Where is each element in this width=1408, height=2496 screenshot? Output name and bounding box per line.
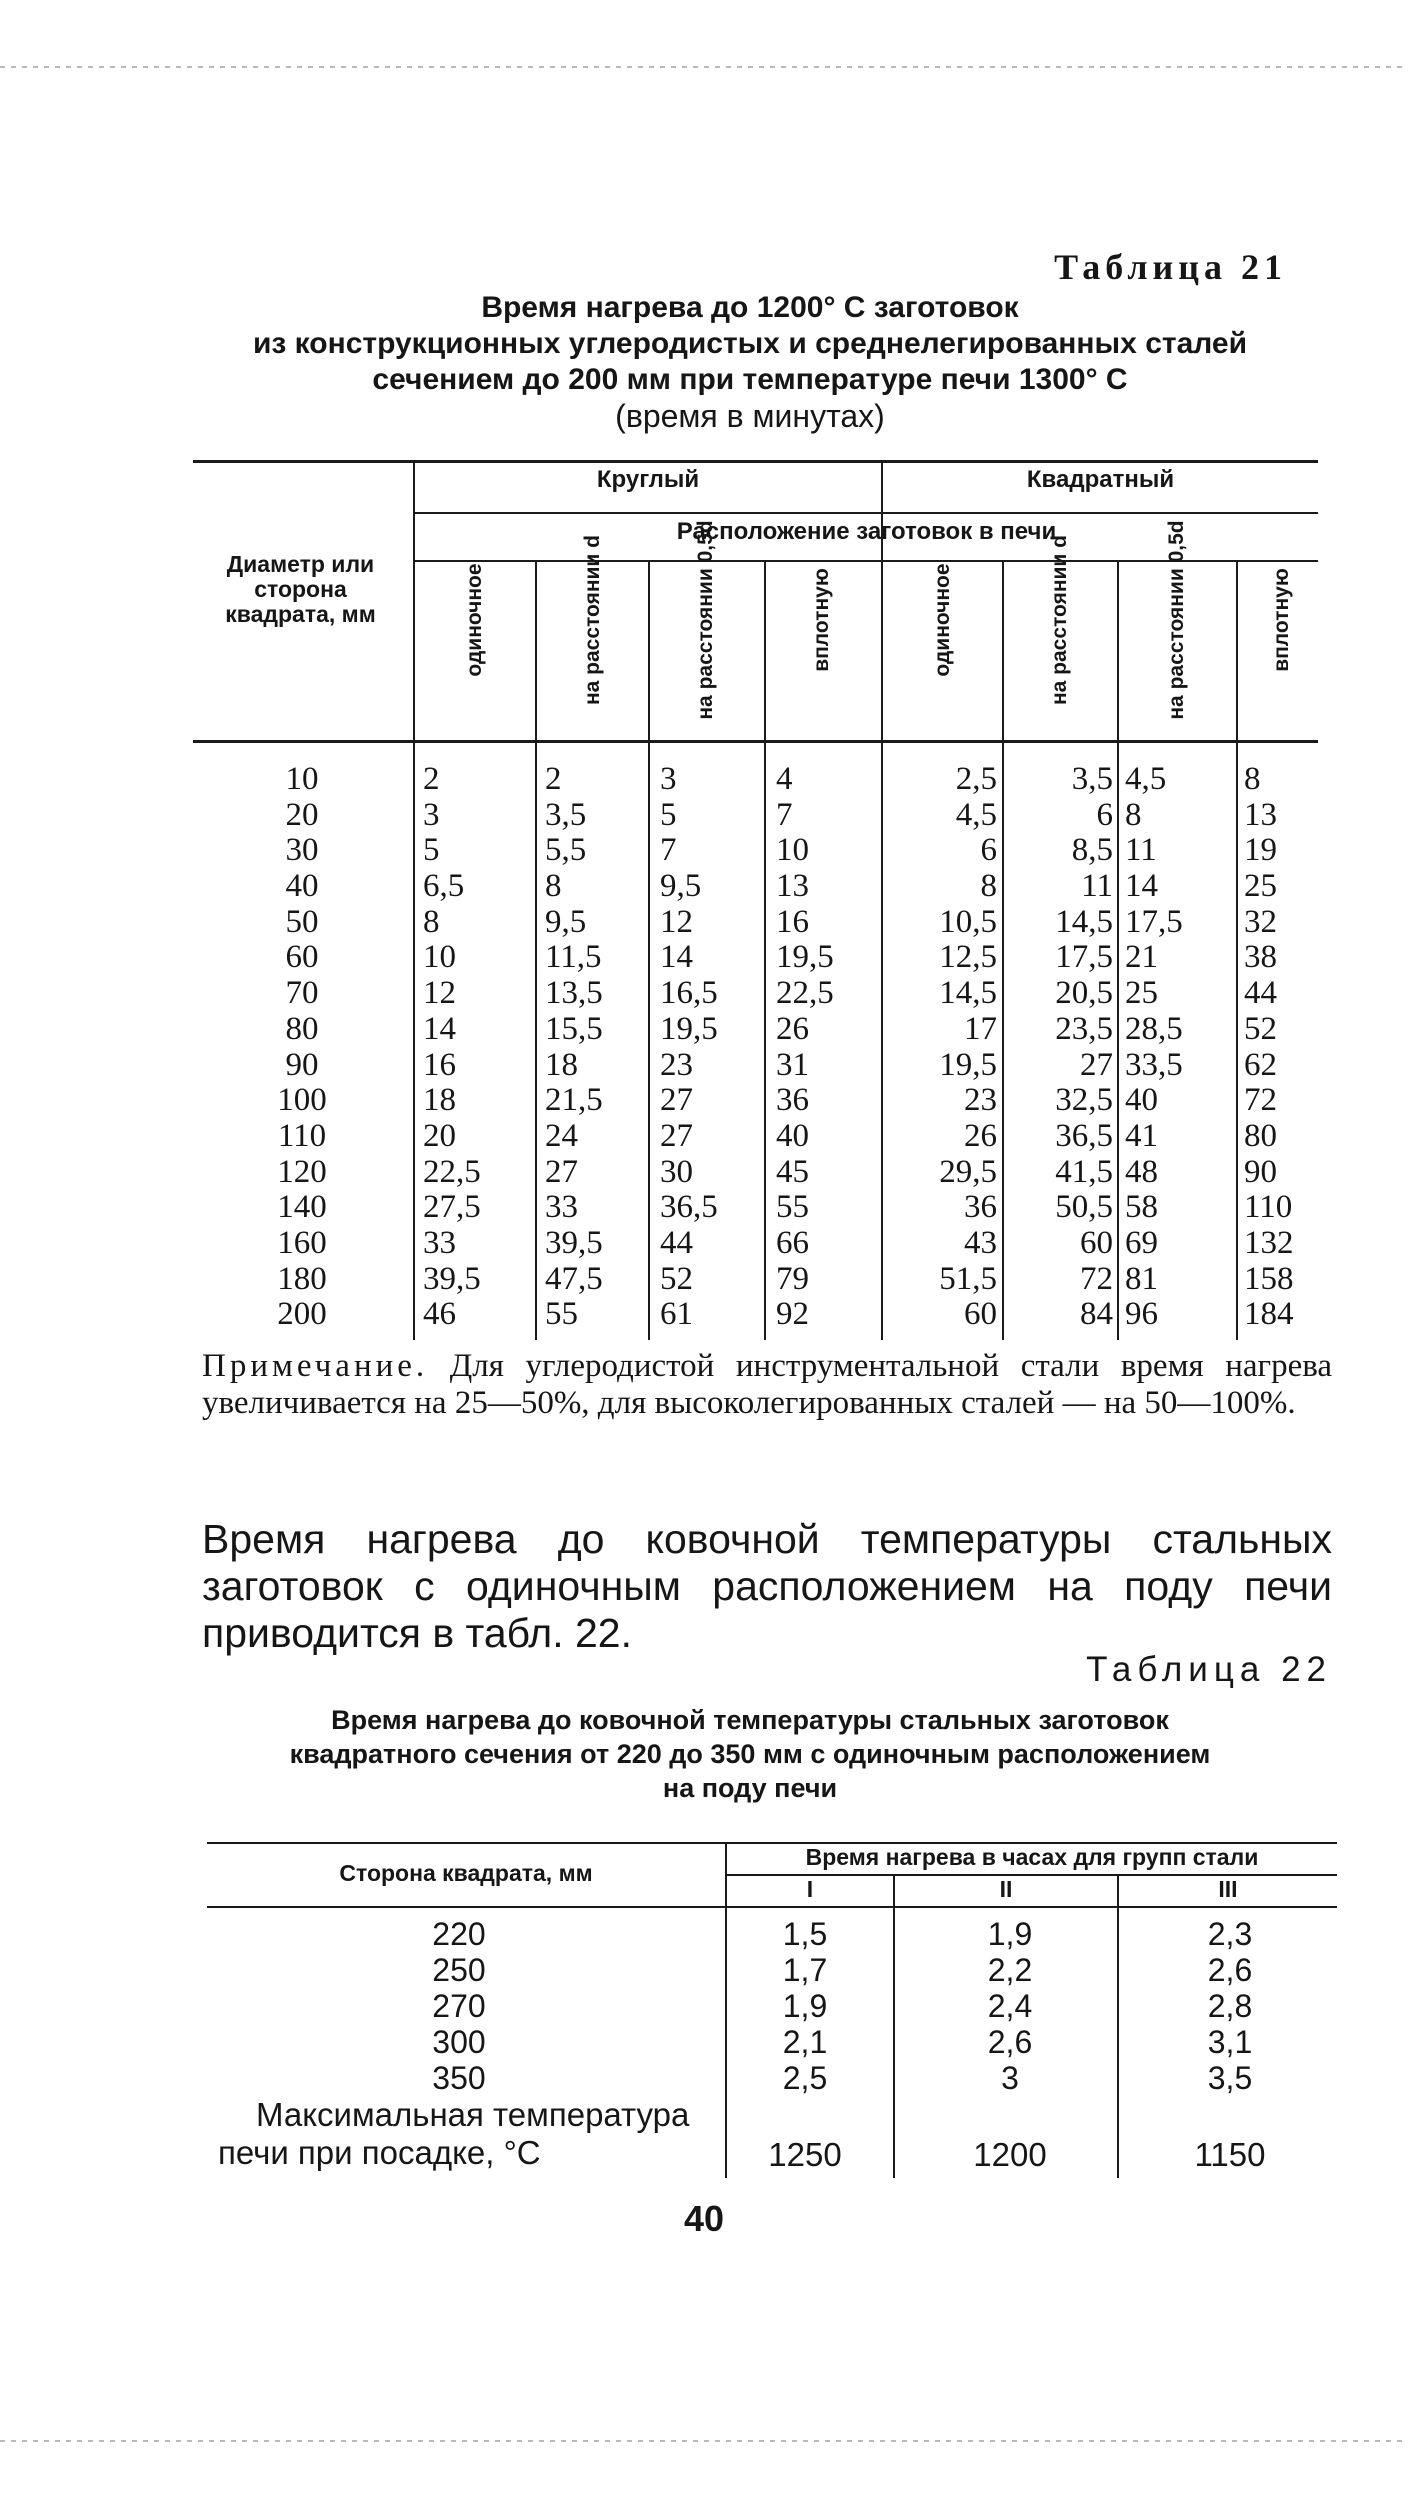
table21-vrule <box>1117 560 1119 1340</box>
table-cell: 2,4 <box>987 1988 1033 2024</box>
table-cell: 19,5 <box>660 1010 718 1047</box>
table-cell: 10 <box>423 939 456 976</box>
table-cell: 32,5 <box>1055 1082 1113 1119</box>
table-cell: 158 <box>1244 1260 1294 1297</box>
table-cell: 8 <box>1125 796 1142 833</box>
table-cell: 90 <box>1244 1153 1277 1190</box>
table-cell: 14 <box>660 939 693 976</box>
max-value: 1150 <box>1194 2136 1266 2173</box>
table-cell: 27,5 <box>423 1189 481 1226</box>
size-cell: 140 <box>277 1189 327 1226</box>
table21-column <box>893 762 997 1333</box>
table-cell: 11,5 <box>545 939 602 976</box>
table-cell: 55 <box>776 1189 809 1226</box>
table-cell: 45 <box>776 1153 809 1190</box>
table-cell: 12 <box>660 903 693 940</box>
table-cell: 60 <box>964 1296 997 1333</box>
table-cell: 2 <box>423 761 440 797</box>
table-cell: 39,5 <box>423 1260 481 1297</box>
table-cell: 2,1 <box>782 2024 828 2060</box>
table21-row-header: Диаметр или сторона квадрата, мм <box>225 551 376 627</box>
size-cell: 30 <box>285 832 319 869</box>
table-cell: 24 <box>545 1117 578 1154</box>
table22-row-header: Сторона квадрата, мм <box>339 1860 593 1886</box>
table-cell: 58 <box>1125 1189 1158 1226</box>
table21-group-round: Круглый <box>596 466 700 493</box>
max-value: 1200 <box>973 2136 1047 2173</box>
table21-vrule <box>1002 560 1004 1340</box>
table-cell: 14 <box>1125 868 1158 905</box>
max-label-line: печи при посадке, °С <box>218 2134 541 2171</box>
table-cell: 14,5 <box>1055 903 1113 940</box>
side-cell: 350 <box>432 2060 486 2096</box>
column-label: на расстоянии 0,5d <box>1164 520 1188 720</box>
table-cell: 46 <box>423 1296 456 1333</box>
side-cell: 250 <box>432 1952 486 1988</box>
table-cell: 81 <box>1125 1260 1158 1297</box>
table-cell: 5 <box>423 832 440 869</box>
size-cell: 120 <box>277 1153 327 1190</box>
table-cell: 20,5 <box>1055 975 1113 1012</box>
table-cell: 84 <box>1080 1296 1113 1333</box>
table-cell: 4,5 <box>955 796 997 833</box>
size-cell: 90 <box>285 1046 319 1083</box>
table22-group-II-column <box>940 1916 1080 2096</box>
table-cell: 17 <box>964 1010 997 1047</box>
table21-column <box>1244 762 1314 1333</box>
size-cell: 70 <box>285 975 319 1012</box>
table-cell: 32 <box>1244 903 1277 940</box>
table-cell: 28,5 <box>1125 1010 1183 1047</box>
table21-placement-header: Расположение заготовок в печи <box>676 518 1057 545</box>
size-cell: 80 <box>285 1010 319 1047</box>
table-cell: 44 <box>1244 975 1277 1012</box>
table-cell: 8 <box>423 903 440 940</box>
table-cell: 29,5 <box>939 1153 997 1190</box>
table22-group-III-column <box>1160 1916 1300 2096</box>
table21-title-line: Время нагрева до 1200° С заготовок <box>481 291 1019 324</box>
table22-group-I-column <box>735 1916 875 2096</box>
table-cell: 9,5 <box>545 903 587 940</box>
table-cell: 52 <box>1244 1010 1277 1047</box>
table21-vrule <box>881 460 883 1340</box>
table21-column <box>1125 762 1235 1333</box>
table-cell: 26 <box>964 1117 997 1154</box>
table21-column <box>776 762 876 1333</box>
size-cell: 100 <box>277 1082 327 1119</box>
table-cell: 4,5 <box>1125 761 1167 797</box>
table-cell: 19 <box>1244 832 1277 869</box>
table-cell: 55 <box>545 1296 578 1333</box>
table-cell: 20 <box>423 1117 456 1154</box>
table22-title-line: квадратного сечения от 220 до 350 мм с одиночным расположением <box>289 1739 1211 1769</box>
table-cell: 8 <box>980 868 997 905</box>
size-cell: 110 <box>277 1117 327 1154</box>
column-label: на расстоянии d <box>580 534 604 706</box>
table-cell: 72 <box>1080 1260 1113 1297</box>
table-cell: 8,5 <box>1071 832 1113 869</box>
side-cell: 220 <box>432 1916 486 1952</box>
table-cell: 2 <box>545 761 562 797</box>
table22-title-line: Время нагрева до ковочной температуры стальных заготовок <box>331 1705 1169 1735</box>
table-cell: 23,5 <box>1055 1010 1113 1047</box>
table21-vrule <box>535 560 537 1340</box>
table-cell: 69 <box>1125 1224 1158 1261</box>
size-cell: 160 <box>277 1224 327 1261</box>
table-cell: 184 <box>1244 1296 1294 1333</box>
note-text: Для углеродистой инструментальной стали время нагрева увеличивается на 25—50%, для высоколегированных сталей — на 50—100%. <box>202 1348 1333 1421</box>
table-cell: 38 <box>1244 939 1277 976</box>
table-cell: 33 <box>423 1224 456 1261</box>
table-cell: 41,5 <box>1055 1153 1113 1190</box>
table22-vrule <box>893 1874 895 2178</box>
table-cell: 36 <box>776 1082 809 1119</box>
table-cell: 62 <box>1244 1046 1277 1083</box>
table-cell: 60 <box>1080 1224 1113 1261</box>
table21-title-line: сечением до 200 мм при температуре печи 1300° С <box>372 363 1128 396</box>
table-cell: 21,5 <box>545 1082 603 1119</box>
table-cell: 25 <box>1125 975 1158 1012</box>
table-cell: 2,6 <box>1207 1952 1253 1988</box>
table-cell: 8 <box>545 868 562 905</box>
table-cell: 13,5 <box>545 975 603 1012</box>
table-cell: 51,5 <box>939 1260 997 1297</box>
table-cell: 27 <box>660 1082 693 1119</box>
table-cell: 36,5 <box>660 1189 718 1226</box>
max-label-line: Максимальная температура <box>256 2096 690 2133</box>
table22-title <box>150 1703 1350 1805</box>
table22-group-I: I <box>806 1876 814 1902</box>
table21-top-rule <box>193 460 1318 463</box>
table-cell: 1,7 <box>782 1952 828 1988</box>
table-cell: 18 <box>423 1082 456 1119</box>
table-cell: 2,5 <box>955 761 997 797</box>
note-lead: Примечание. <box>202 1348 429 1384</box>
table-cell: 10 <box>776 832 809 869</box>
table-cell: 2,8 <box>1207 1988 1253 2024</box>
table21-vrule <box>764 560 766 1340</box>
table-cell: 2,2 <box>987 1952 1033 1988</box>
column-label: на расстоянии d <box>1047 534 1071 706</box>
size-cell: 200 <box>277 1296 327 1333</box>
table-cell: 72 <box>1244 1082 1277 1119</box>
table22-group-III: III <box>1218 1876 1238 1902</box>
table-cell: 16 <box>423 1046 456 1083</box>
table-cell: 61 <box>660 1296 693 1333</box>
table-cell: 16 <box>776 903 809 940</box>
table-cell: 10,5 <box>939 903 997 940</box>
table-cell: 15,5 <box>545 1010 603 1047</box>
table21-subtitle: (время в минутах) <box>615 398 885 434</box>
table21-note <box>202 1348 1332 1422</box>
table-cell: 11 <box>1125 832 1157 869</box>
table-cell: 26 <box>776 1010 809 1047</box>
table21-vrule <box>413 460 415 1340</box>
table-cell: 92 <box>776 1296 809 1333</box>
size-cell: 50 <box>285 903 319 940</box>
table-cell: 7 <box>660 832 677 869</box>
table-cell: 6 <box>1096 796 1113 833</box>
table21-column <box>660 762 760 1333</box>
table-cell: 11 <box>1081 868 1113 905</box>
table21-vrule <box>648 560 650 1340</box>
table-cell: 50,5 <box>1055 1189 1113 1226</box>
table-cell: 44 <box>660 1224 693 1261</box>
size-cell: 20 <box>285 796 319 833</box>
table-cell: 3,5 <box>1071 761 1113 797</box>
table-cell: 33 <box>545 1189 578 1226</box>
table-cell: 3,1 <box>1207 2024 1253 2060</box>
table-cell: 22,5 <box>423 1153 481 1190</box>
table-cell: 23 <box>964 1082 997 1119</box>
table21-column <box>1006 762 1113 1333</box>
table-cell: 8 <box>1244 761 1261 797</box>
table21-column <box>545 762 645 1333</box>
table-cell: 132 <box>1244 1224 1294 1261</box>
page-number: 40 <box>683 2198 725 2239</box>
table21-column <box>423 762 531 1333</box>
size-cell: 10 <box>285 761 319 797</box>
table-cell: 13 <box>776 868 809 905</box>
table-cell: 6 <box>980 832 997 869</box>
table-cell: 96 <box>1125 1296 1158 1333</box>
table21-size-column <box>202 762 402 1333</box>
table-cell: 80 <box>1244 1117 1277 1154</box>
table21-group-square: Квадратный <box>1026 466 1175 493</box>
table-cell: 14,5 <box>939 975 997 1012</box>
table22-group-header: Время нагрева в часах для групп стали <box>805 1844 1259 1870</box>
table-cell: 47,5 <box>545 1260 603 1297</box>
table22-title-line: на поду печи <box>662 1773 838 1803</box>
table-cell: 27 <box>1080 1046 1113 1083</box>
table-cell: 36,5 <box>1055 1117 1113 1154</box>
table-cell: 3 <box>423 796 440 833</box>
table21-header-rule <box>193 740 1318 743</box>
column-label: одиночное <box>930 563 954 677</box>
size-cell: 180 <box>277 1260 327 1297</box>
column-label: на расстоянии 0,5d <box>693 520 717 720</box>
table-cell: 1,9 <box>987 1916 1033 1952</box>
table-cell: 3 <box>1001 2060 1019 2096</box>
table-cell: 25 <box>1244 868 1277 905</box>
table21-title-line: из конструкционных углеродистых и среднелегированных сталей <box>252 327 1248 360</box>
size-cell: 60 <box>285 939 319 976</box>
table-cell: 6,5 <box>423 868 465 905</box>
table-cell: 5,5 <box>545 832 587 869</box>
table-cell: 41 <box>1125 1117 1158 1154</box>
table-cell: 3,5 <box>1207 2060 1253 2096</box>
table-cell: 110 <box>1244 1189 1293 1226</box>
table-cell: 7 <box>776 796 793 833</box>
table-cell: 12,5 <box>939 939 997 976</box>
table22-label: Таблица 22 <box>1086 1650 1332 1689</box>
table-cell: 2,5 <box>782 2060 828 2096</box>
table-cell: 17,5 <box>1055 939 1113 976</box>
table-cell: 79 <box>776 1260 809 1297</box>
table-cell: 14 <box>423 1010 456 1047</box>
table22-vrule <box>1117 1874 1119 2178</box>
table-cell: 4 <box>776 761 793 797</box>
table-cell: 31 <box>776 1046 809 1083</box>
table-cell: 9,5 <box>660 868 702 905</box>
table-cell: 48 <box>1125 1153 1158 1190</box>
table-cell: 39,5 <box>545 1224 603 1261</box>
table-cell: 52 <box>660 1260 693 1297</box>
table-cell: 12 <box>423 975 456 1012</box>
table-cell: 40 <box>776 1117 809 1154</box>
body-paragraph: Время нагрева до ковочной температуры стальных заготовок с одиночным расположением на поду печи приводится в табл. 22. <box>202 1516 1332 1656</box>
table-cell: 16,5 <box>660 975 718 1012</box>
column-label: одиночное <box>462 563 486 677</box>
table-cell: 21 <box>1125 939 1158 976</box>
side-cell: 270 <box>432 1988 486 2024</box>
table-cell: 27 <box>660 1117 693 1154</box>
table-cell: 1,9 <box>782 1988 828 2024</box>
table-cell: 17,5 <box>1125 903 1183 940</box>
table21-label: Таблица 21 <box>1054 247 1287 287</box>
column-label: вплотную <box>1269 568 1293 672</box>
table-cell: 19,5 <box>776 939 834 976</box>
table-cell: 27 <box>545 1153 578 1190</box>
column-label: вплотную <box>809 568 833 672</box>
table-cell: 30 <box>660 1153 693 1190</box>
table21-vrule <box>1236 560 1238 1340</box>
max-value: 1250 <box>768 2136 842 2173</box>
table-cell: 18 <box>545 1046 578 1083</box>
table-cell: 43 <box>964 1224 997 1261</box>
table-cell: 66 <box>776 1224 809 1261</box>
size-cell: 40 <box>285 868 319 905</box>
table-cell: 22,5 <box>776 975 834 1012</box>
side-cell: 300 <box>432 2024 486 2060</box>
table-cell: 23 <box>660 1046 693 1083</box>
table-cell: 40 <box>1125 1082 1158 1119</box>
table22-header-rule <box>207 1906 1337 1908</box>
table-cell: 5 <box>660 796 677 833</box>
table-cell: 2,6 <box>987 2024 1033 2060</box>
table-cell: 13 <box>1244 796 1277 833</box>
table-cell: 33,5 <box>1125 1046 1183 1083</box>
table-cell: 1,5 <box>782 1916 828 1952</box>
table22-side-column <box>404 1916 514 2096</box>
table-cell: 19,5 <box>939 1046 997 1083</box>
table-cell: 36 <box>964 1189 997 1226</box>
table-cell: 3,5 <box>545 796 587 833</box>
table22-max-label <box>218 2096 689 2172</box>
table22-group-II: II <box>999 1876 1013 1902</box>
table-cell: 3 <box>660 761 677 797</box>
table-cell: 2,3 <box>1207 1916 1253 1952</box>
